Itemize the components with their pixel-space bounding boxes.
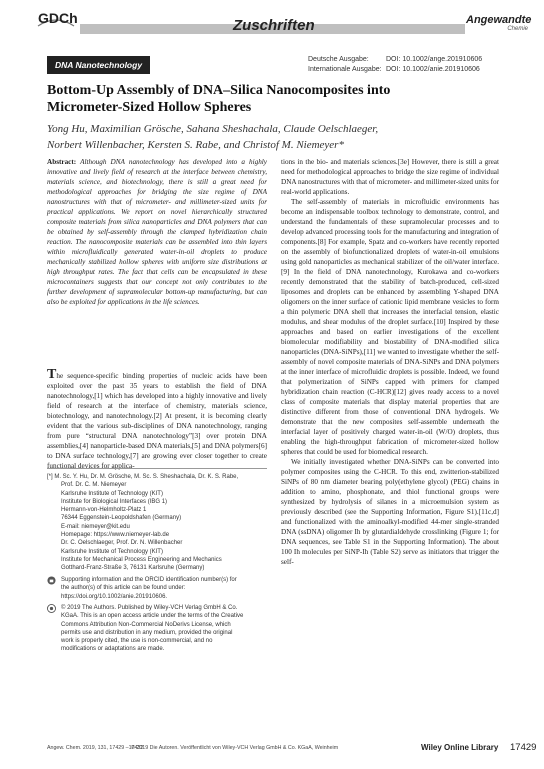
affiliation-line[interactable]: E-mail: niemeyer@kit.edu bbox=[61, 523, 130, 530]
license-note bbox=[47, 604, 267, 654]
note-line[interactable]: https://doi.org/10.1002/anie.201910606. bbox=[61, 593, 168, 600]
footer-citation: Angew. Chem. 2019, 131, 17429 –17432 bbox=[47, 745, 144, 751]
title-line: Micrometer-Sized Hollow Spheres bbox=[47, 100, 252, 115]
paragraph: We initially investigated whether DNA-SiNPs can be converted into polymer composites using the C-HCR. To this end, zwitterion-stabilized SiNPs of 80 nm diameter bearing poly(ethylene glycol) (PEG) chains in addition to amino, phosphonate, and thiol functional groups were synthesized by hydrolysis of silanes in a microemulsion system as previously described (see the Supporting Information, Figure S1).[11c,d] and functionalized with the aminoalkyl-modified 44-mer single-stranded DNA (ssDNA) oligomer Ih by glutardialdehyde crosslinking (Figure 1; for DNA sequences, see Table S1 in the Supporting Information). The about 100 Ih molecules per SiNP-Ih (Table S2) serve as initiators that trigger the self- bbox=[281, 458, 499, 566]
author-line: Norbert Willenbacher, Kersten S. Rabe, and Christof M. Niemeyer* bbox=[47, 138, 344, 151]
body-text-right bbox=[281, 157, 499, 567]
paragraph: The self-assembly of materials in microfluidic environments has become an indispensable toolbox technology to demonstrate, control, and understand the fundamentals of these supramolecular processes and to develop advanced processing tools for the manufacturing and integration of components.[8] For example, Spatz and co-workers have recently reported on the assembly of biofunctionalized droplets of water-in-oil emulsions using gold nanoparticles as mechanical stabilizer of the oil/water interface.[9] In the field of DNA nanotechnology, Kurokawa and co-workers recently demonstrated that the stability of batch-produced, cell-sized liposomes and droplets can be enhanced by assembling Y-shaped DNA oligomers on the inner surface of cationic lipid membrane vesicles to form a thin polymeric DNA shell that increases the interfacial tension, elastic modulus, and shear modulus of the droplet surface.[10] Inspired by these approaches and based on earlier investigations of the excellent biomolecular modifiability and biostability of DNA-modified silica nanoparticles (DNA-SiNPs),[11] we wanted to investigate whether the self-assembly of novel composite materials of DNA-SiNPs and DNA polymers at the inner interface of microfluidic droplets is possible. Indeed, we found that polymerization of SiNPs capped with primers for clamped hybridization chain reaction (C-HCR)[12] gives ready access to a novel class of composite materials that display material properties that are distinctive different from those of conventional DNA hydrogels. We demonstrate that the new composites self-assemble underneath the interfacial layer of positively charged water-in-oil (W/O) droplets, thus enabling the high-throughput fabrication of micrometer-sized hollow spheres that could be used for biomedical research. bbox=[281, 198, 499, 456]
journal-name: Angewandte bbox=[466, 14, 532, 26]
affiliation-line: Institute for Biological Interfaces (IBG 1) bbox=[61, 498, 168, 505]
affiliation-line: Dr. C. Oelschlaeger, Prof. Dr. N. Willenbacher bbox=[61, 540, 183, 547]
page-header bbox=[0, 0, 544, 40]
affiliation-line: Hermann-von-Helmholtz-Platz 1 bbox=[61, 507, 147, 514]
note-line: KGaA. This is an open access article under the terms of the Creative bbox=[61, 613, 244, 620]
section-title: Zuschriften bbox=[233, 17, 315, 34]
author-line: Yong Hu, Maximilian Grösche, Sahana Sheshachala, Claude Oelschlaeger, bbox=[47, 123, 379, 135]
note-line: modifications or adaptations are made. bbox=[61, 646, 165, 653]
paragraph: tions in the bio- and materials sciences.[3e] However, there is still a great need for methodological approaches to bridge the size regime of individual DNA nanostructures with that of micrometer- and millimeter-sized units for real-world applications. bbox=[281, 158, 499, 196]
page-footer bbox=[47, 742, 537, 755]
doi-label: Deutsche Ausgabe: bbox=[308, 56, 369, 63]
affiliation-line: [*] M. Sc. Y. Hu, Dr. M. Grösche, M. Sc. S. Sheshachala, Dr. K. S. Rabe, bbox=[47, 474, 239, 480]
doi-value[interactable]: DOI: 10.1002/anie.201910606 bbox=[386, 66, 480, 73]
affiliation-line: Prof. Dr. C. M. Niemeyer bbox=[61, 482, 127, 489]
note-line: Commons Attribution Non-Commercial NoDerivs License, which bbox=[61, 621, 231, 628]
open-access-icon bbox=[47, 604, 56, 613]
note-line: work is properly cited, the use is non-commercial, and no bbox=[61, 638, 213, 645]
drop-cap: T bbox=[47, 367, 57, 382]
publisher-logo: GDCh bbox=[38, 10, 78, 26]
topic-tag: DNA Nanotechnology bbox=[47, 56, 150, 74]
doi-label: Internationale Ausgabe: bbox=[308, 66, 382, 73]
title-line: Bottom-Up Assembly of DNA–Silica Nanocomposites into bbox=[47, 83, 391, 98]
footnote-divider bbox=[47, 468, 267, 469]
journal-logo bbox=[466, 14, 532, 32]
doi-line-de bbox=[308, 56, 482, 63]
note-line: the author(s) of this article can be found under: bbox=[61, 585, 186, 592]
abstract-text: Although DNA nanotechnology has developed into a highly innovative and lively field of research at the interface between chemistry, materials science, and biotechnology, there is still a great need for methodological approaches for bridging the size regime of DNA nanostructures with that of micrometer- and millimeter-sized units for practical applications. We report on novel hierarchically structured composite materials from silica nanoparticles and DNA polymers that can be obtained by self-assembly through the clamped hybridization chain reaction. The nanocomposite materials can be assembled into thin layers within microfluidically generated water-in-oil droplets to produce mechanically stabilized hollow spheres with uniform size distributions at high throughput rates. The fact that cells can be encapsulated in these microcontainers suggests that our concept not only contributes to the further development of supramolecular bottom-up manufacturing, but can also be exploited for applications in the life sciences. bbox=[47, 158, 267, 306]
supporting-info-icon bbox=[47, 576, 56, 585]
article-title bbox=[47, 82, 497, 116]
abstract-label: Abstract: bbox=[47, 158, 77, 166]
body-text-left bbox=[47, 367, 267, 471]
affiliation-line[interactable]: Homepage: https://www.niemeyer-lab.de bbox=[61, 532, 170, 539]
affiliation-line: 76344 Eggenstein-Leopoldshafen (Germany) bbox=[61, 515, 182, 522]
note-line: © 2019 The Authors. Published by Wiley-VCH Verlag GmbH & Co. bbox=[61, 605, 238, 611]
affiliations bbox=[47, 473, 267, 573]
supporting-info-note bbox=[47, 576, 267, 601]
affiliation-line: Gotthard-Franz-Straße 3, 76131 Karlsruhe (Germany) bbox=[61, 565, 205, 572]
affiliation-line: Institute for Mechanical Process Engineering and Mechanics bbox=[61, 556, 222, 563]
wiley-online-library-link[interactable]: Wiley Online Library bbox=[421, 743, 499, 752]
footer-copyright: © 2019 Die Autoren. Veröffentlicht von Wiley-VCH Verlag GmbH & Co. KGaA, Weinheim bbox=[131, 745, 339, 751]
abstract bbox=[47, 157, 267, 307]
note-line: Supporting information and the ORCID identification number(s) for bbox=[61, 577, 237, 583]
author-list bbox=[47, 122, 497, 153]
affiliation-line: Karlsruhe Institute of Technology (KIT) bbox=[61, 548, 163, 555]
doi-value[interactable]: DOI: 10.1002/ange.201910606 bbox=[386, 56, 483, 63]
page-number: 17429 bbox=[510, 742, 537, 753]
paragraph: he sequence-specific binding properties of nucleic acids have been exploited over the past 35 years to establish the field of DNA nanotechnology,[1] which has developed into a highly innovative and lively field of research at the interface of chemistry, materials science, biotechnology, and nanotechnology.[2] At present, it is becoming clearly evident that the various sub-disciplines of DNA nanotechnology, ranging from pure “structural DNA nanotechnology”[3] over protein DNA assemblies,[4] nanoparticle-based DNA materials,[5] and DNA polymers[6] to DNA surface technology,[7] are growing ever closer together to create functional devices for applica- bbox=[47, 372, 267, 470]
doi-line-int bbox=[308, 66, 480, 73]
affiliation-line: Karlsruhe Institute of Technology (KIT) bbox=[61, 490, 163, 497]
note-line: permits use and distribution in any medium, provided the original bbox=[61, 629, 233, 636]
journal-sub: Chemie bbox=[507, 26, 528, 32]
